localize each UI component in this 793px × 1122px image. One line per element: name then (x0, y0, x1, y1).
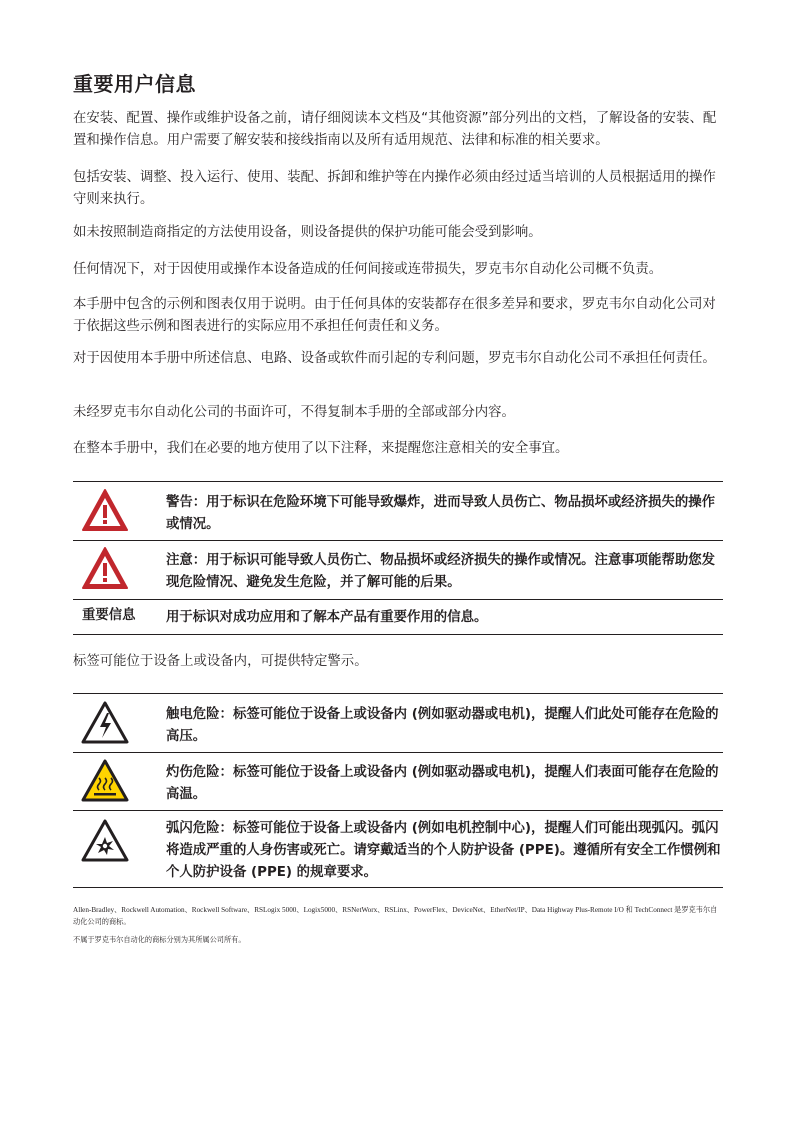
table-rule (73, 887, 723, 888)
paragraph-protection-impaired: 如未按照制造商指定的方法使用设备，则设备提供的保护功能可能会受到影响。 (73, 225, 542, 240)
paragraph-notes-intro: 在整本手册中，我们在必要的地方使用了以下注释，来提醒您注意相关的安全事宜。 (73, 441, 569, 456)
burn-hazard-text: 灼伤危险：标签可能位于设备上或设备内 (例如驱动器或电机)，提醒人们表面可能存在危险的高温。 (166, 765, 719, 802)
warning-triangle-icon (81, 488, 129, 532)
burn-hazard-icon (81, 758, 129, 802)
attention-triangle-icon (81, 546, 129, 590)
table-rule (73, 810, 723, 811)
table-rule (73, 599, 723, 600)
paragraph-examples: 本手册中包含的示例和图表仅用于说明。由于任何具体的安装都存在很多差异和要求，罗克韦尔自动化公司对于依据这些示例和图表进行的实际应用不承担任何责任和义务。 (73, 297, 716, 334)
trademark-footnote: Allen-Bradley、Rockwell Automation、Rockwell Software、RSLogix 5000、Logix5000、RSNetWorx、RSLinx、PowerFlex、DeviceNet、EtherNet/IP、Data Highway Plus-Remote I/O 和 TechConnect 是罗克韦尔自动化公司的商标。 (73, 906, 718, 926)
table-rule (73, 634, 723, 635)
important-notice-text: 用于标识对成功应用和了解本产品有重要作用的信息。 (166, 610, 488, 625)
page-title: 重要用户信息 (73, 72, 196, 96)
table-rule (73, 693, 723, 694)
labels-intro: 标签可能位于设备上或设备内，可提供特定警示。 (73, 654, 368, 669)
paragraph-trained-personnel: 包括安装、调整、投入运行、使用、装配、拆卸和维护等在内操作必须由经过适当培训的人员根据适用的操作守则来执行。 (73, 170, 716, 207)
warning-notice-text: 警告：用于标识在危险环境下可能导致爆炸，进而导致人员伤亡、物品损坏或经济损失的操作或情况。 (166, 495, 716, 532)
paragraph-liability: 任何情况下，对于因使用或操作本设备造成的任何间接或连带损失，罗克韦尔自动化公司概不负责。 (73, 262, 663, 277)
arc-flash-hazard-icon (81, 818, 129, 862)
table-rule (73, 481, 723, 482)
shock-hazard-text: 触电危险：标签可能位于设备上或设备内 (例如驱动器或电机)，提醒人们此处可能存在危险的高压。 (166, 707, 719, 744)
paragraph-read-docs: 在安装、配置、操作或维护设备之前，请仔细阅读本文档及“其他资源”部分列出的文档，了解设备的安装、配置和操作信息。用户需要了解安装和接线指南以及所有适用规范、法律和标准的相关要求。 (73, 111, 717, 148)
other-trademarks-footnote: 不属于罗克韦尔自动化的商标分别为其所属公司所有。 (73, 936, 246, 944)
arc-flash-hazard-text: 弧闪危险：标签可能位于设备上或设备内 (例如电机控制中心)，提醒人们可能出现弧闪。弧闪将造成严重的人身伤害或死亡。请穿戴适当的个人防护设备 (PPE)。遵循所有安全工作惯例和个人防护设备 (PPE) 的规章要求。 (166, 821, 721, 880)
table-rule (73, 752, 723, 753)
attention-notice-text: 注意：用于标识可能导致人员伤亡、物品损坏或经济损失的操作或情况。注意事项能帮助您发现危险情况、避免发生危险，并了解可能的后果。 (166, 553, 716, 590)
important-label: 重要信息 (82, 608, 136, 623)
paragraph-patent: 对于因使用本手册中所述信息、电路、设备或软件而引起的专利问题，罗克韦尔自动化公司不承担任何责任。 (73, 351, 716, 366)
paragraph-reproduction: 未经罗克韦尔自动化公司的书面许可，不得复制本手册的全部或部分内容。 (73, 405, 515, 420)
table-rule (73, 540, 723, 541)
shock-hazard-icon (81, 700, 129, 744)
